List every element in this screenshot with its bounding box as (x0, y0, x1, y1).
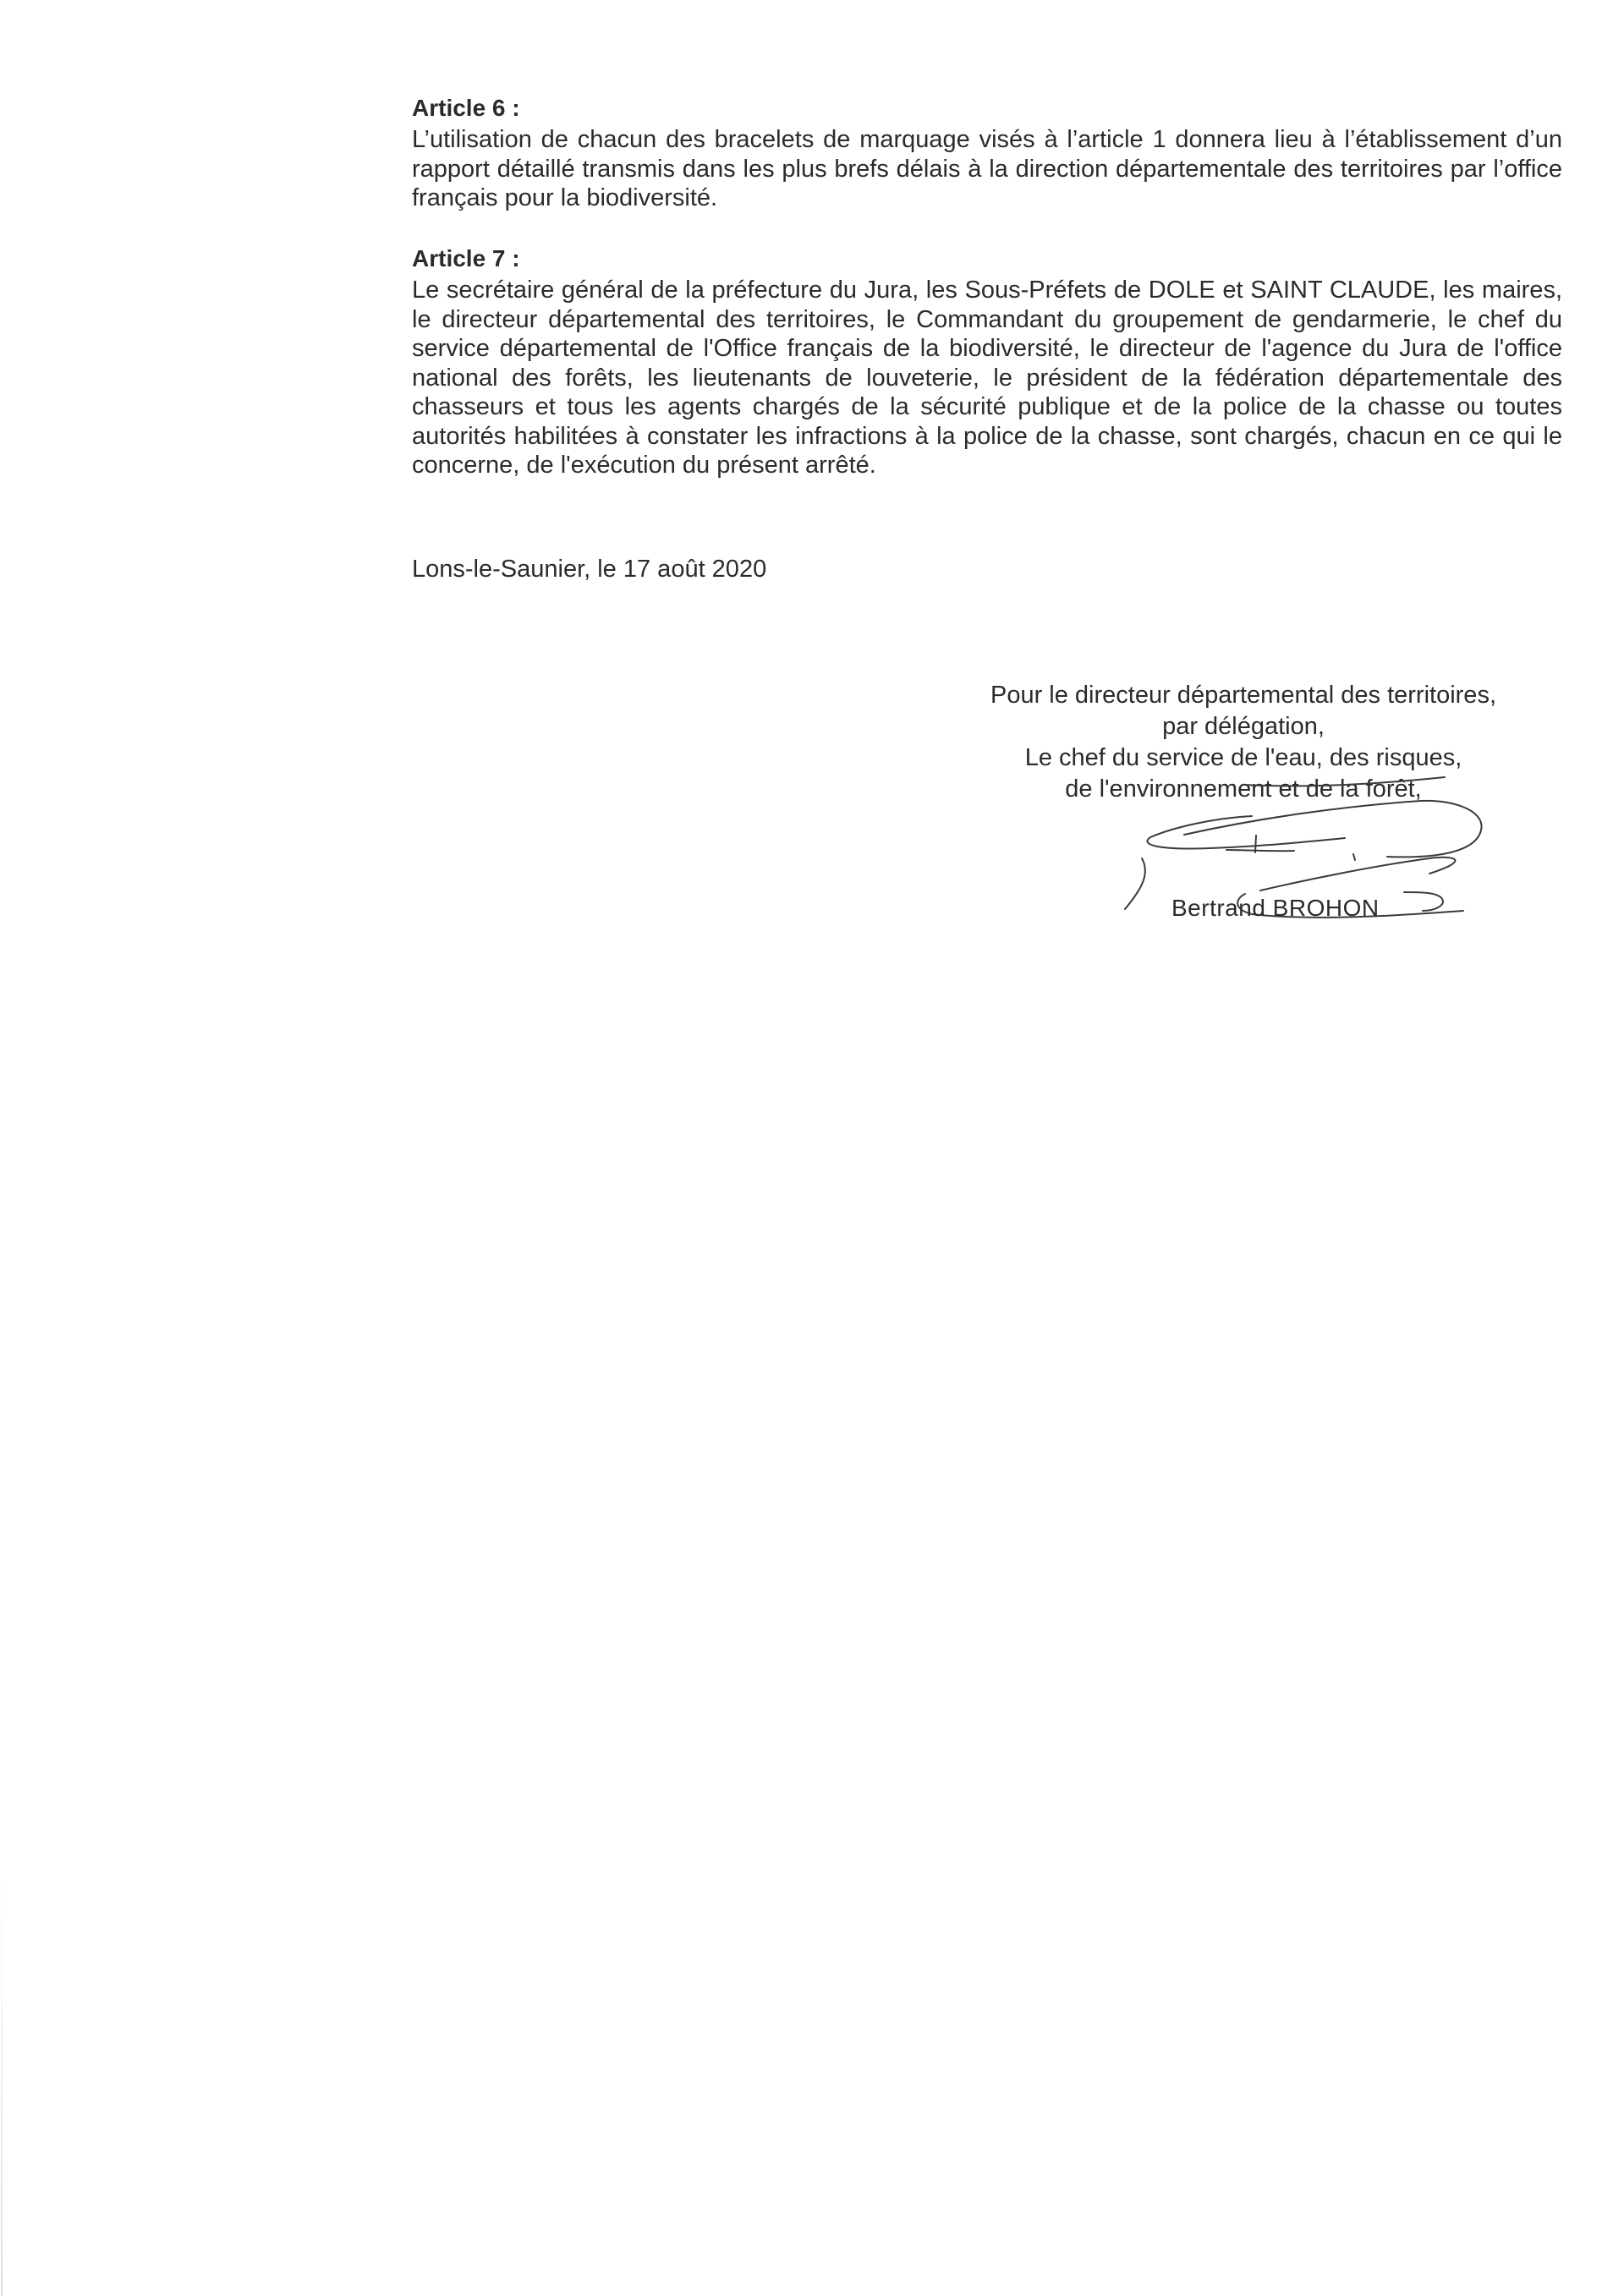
article-7 (412, 244, 1562, 480)
place-and-date: Lons-le-Saunier, le 17 août 2020 (412, 556, 767, 583)
article-7-text: Le secrétaire général de la préfecture du Jura, les Sous-Préfets de DOLE et SAINT CLAUDE, les maires, le directeur départemental des territoires, le Commandant du groupement de gendarmerie, le chef du service départemental de l'Office français de la biodiversité, le directeur de l'agence du Jura de l'office national des forêts, les lieutenants de louveterie, le président de la fédération départementale des chasseurs et tous les agents chargés de la sécurité publique et de la police de la chasse ou toutes autorités habilitées à constater les infractions à la police de la chasse, sont chargés, chacun en ce qui le concerne, de l'exécution du présent arrêté. (412, 277, 1562, 479)
article-6-text: L’utilisation de chacun des bracelets de marquage visés à l’article 1 donnera lieu à l’établissement d’un rapport détaillé transmis dans les plus brefs délais à la direction départementale des territoires par l’office français pour la biodiversité. (412, 126, 1562, 211)
signature-line-1: Pour le directeur départemental des territoires, (990, 682, 1496, 709)
signature-line-2: par délégation, (1162, 713, 1325, 740)
article-6 (412, 93, 1562, 213)
signature-line-4: de l'environnement et de la forêt, (1065, 775, 1422, 803)
scan-edge-mark (1, 1873, 3, 2296)
article-6-heading: Article 6 : (412, 95, 520, 121)
signature-line-3: Le chef du service de l'eau, des risques, (1024, 744, 1462, 771)
article-7-heading: Article 7 : (412, 245, 520, 271)
handwritten-signature (1091, 765, 1548, 960)
signatory-name: Bertrand BROHON (1171, 895, 1380, 921)
